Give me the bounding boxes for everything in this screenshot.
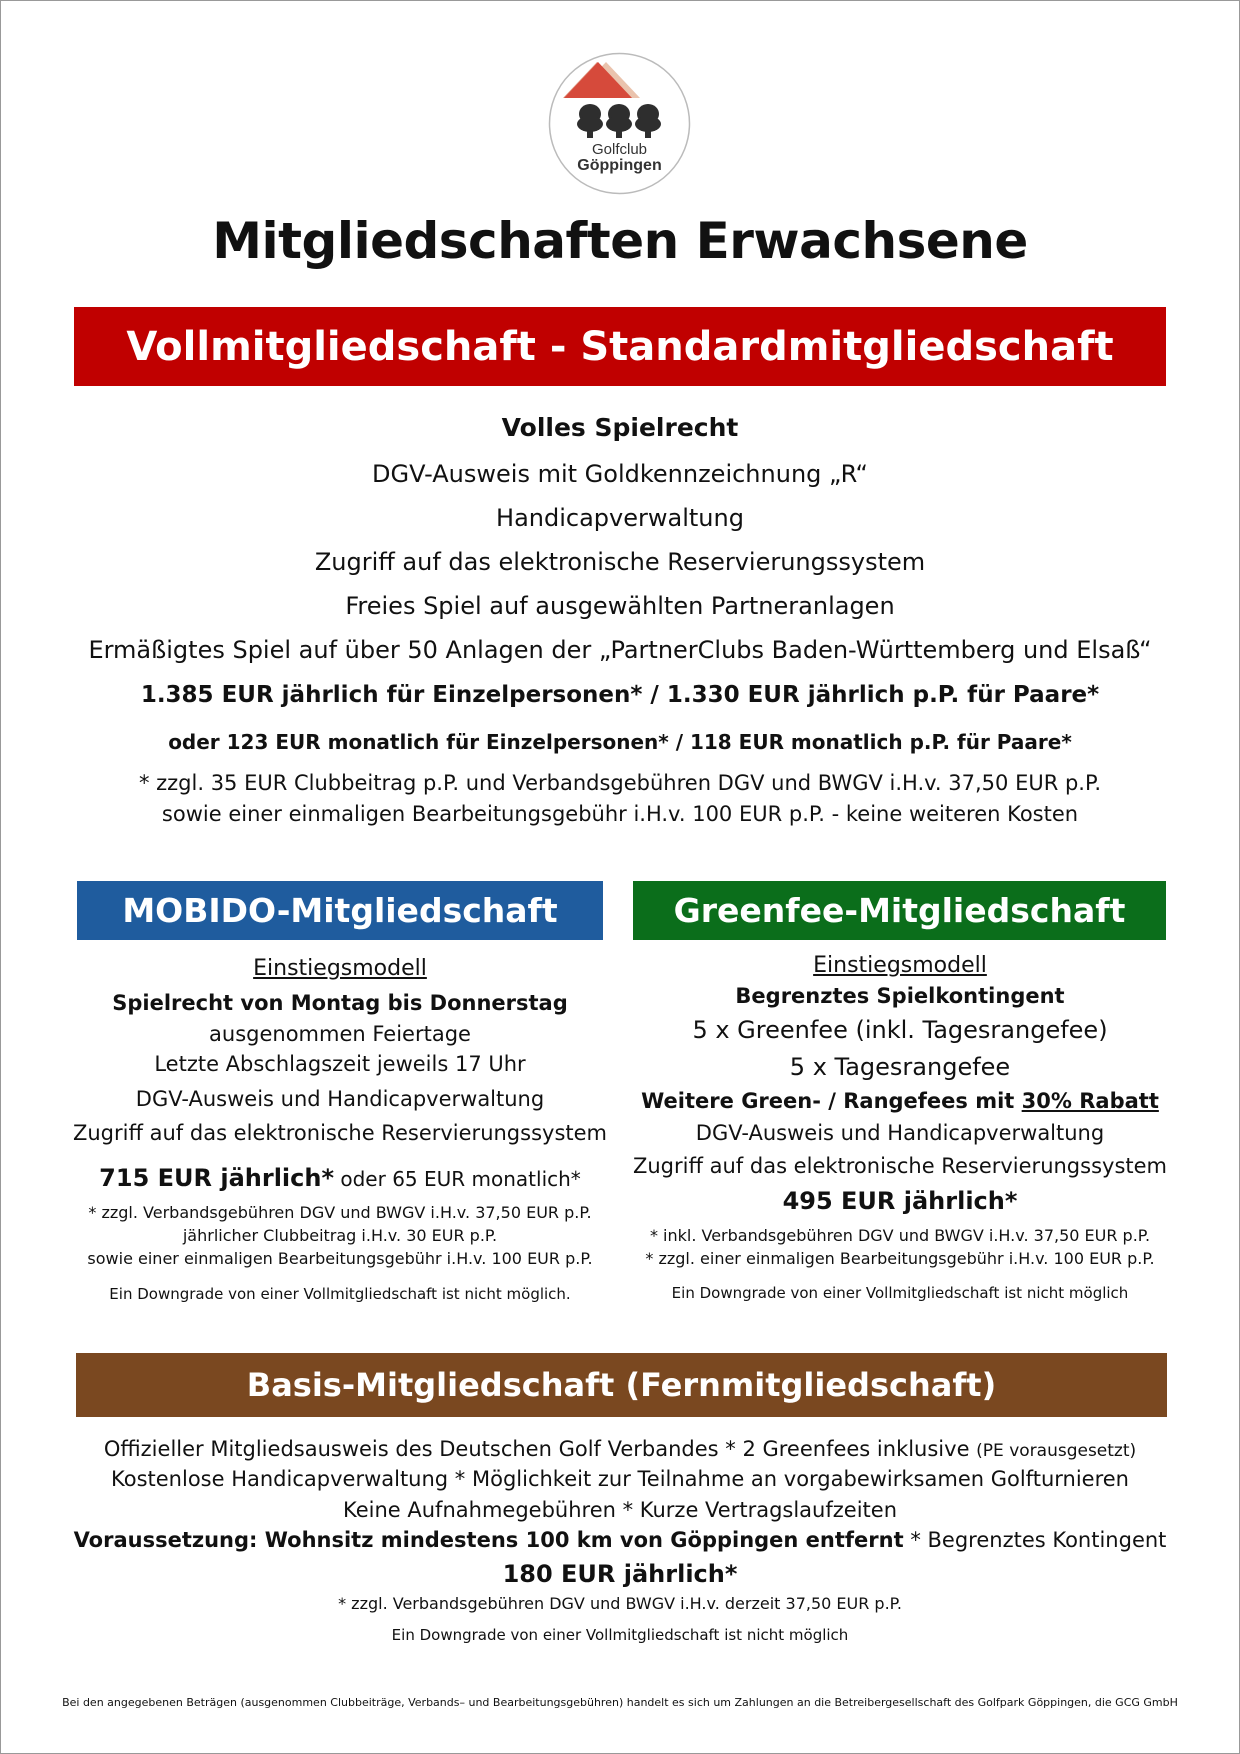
mobido-feature: ausgenommen Feiertage — [209, 1022, 471, 1046]
greenfee-contingent: 5 x Tagesrangefee — [789, 1053, 1011, 1081]
basis-line-4 — [0, 1528, 1240, 1552]
basis-note: * zzgl. Verbandsgebühren DGV und BWGV i.H.v. derzeit 37,50 EUR p.P. — [338, 1594, 902, 1613]
greenfee-discount-text: Weitere Green- / Rangefees mit — [641, 1089, 1022, 1113]
greenfee-feature: Zugriff auf das elektronische Reservierungssystem — [632, 1154, 1167, 1178]
greenfee-discount — [620, 1089, 1180, 1113]
vollmitglied-note: * zzgl. 35 EUR Clubbeitrag p.P. und Verbandsgebühren DGV und BWGV i.H.v. 37,50 EUR p.P. — [138, 771, 1102, 795]
club-logo — [548, 52, 691, 195]
mobido-heading: MOBIDO-Mitgliedschaft — [77, 881, 603, 940]
mobido-downgrade: Ein Downgrade von einer Vollmitgliedschaft ist nicht möglich. — [109, 1285, 571, 1303]
greenfee-note: * inkl. Verbandsgebühren DGV und BWGV i.H.v. 37,50 EUR p.P. — [649, 1226, 1151, 1245]
mobido-model: Einstiegsmodell — [253, 956, 427, 981]
mobido-note: jährlicher Clubbeitrag i.H.v. 30 EUR p.P. — [182, 1226, 498, 1245]
vollmitglied-feature: Zugriff auf das elektronische Reservierungssystem — [314, 548, 926, 576]
mobido-price-monthly: oder 65 EUR monatlich* — [334, 1167, 581, 1191]
vollmitglied-price-yearly: 1.385 EUR jährlich für Einzelpersonen* / 1.330 EUR jährlich p.P. für Paare* — [140, 682, 1100, 708]
greenfee-model: Einstiegsmodell — [813, 953, 987, 978]
basis-line-1 — [0, 1437, 1240, 1461]
greenfee-subtitle: Begrenztes Spielkontingent — [735, 984, 1065, 1008]
greenfee-note: * zzgl. einer einmaligen Bearbeitungsgebühr i.H.v. 100 EUR p.P. — [645, 1249, 1155, 1268]
greenfee-downgrade: Ein Downgrade von einer Vollmitgliedschaft ist nicht möglich — [671, 1284, 1129, 1302]
basis-heading: Basis-Mitgliedschaft (Fernmitgliedschaft) — [76, 1353, 1167, 1417]
vollmitglied-note: sowie einer einmaligen Bearbeitungsgebühr i.H.v. 100 EUR p.P. - keine weiteren Kosten — [161, 802, 1079, 826]
vollmitglied-price-monthly: oder 123 EUR monatlich für Einzelpersonen* / 118 EUR monatlich p.P. für Paare* — [168, 730, 1072, 754]
mobido-price-yearly: 715 EUR jährlich* — [99, 1164, 335, 1192]
vollmitglied-feature: Handicapverwaltung — [496, 504, 744, 532]
vollmitglied-heading: Vollmitgliedschaft - Standardmitgliedschaft — [74, 307, 1166, 386]
mobido-subtitle: Spielrecht von Montag bis Donnerstag — [112, 991, 568, 1015]
basis-requirement: Voraussetzung: Wohnsitz mindestens 100 km von Göppingen entfernt — [73, 1528, 904, 1552]
basis-line-3: Keine Aufnahmegebühren * Kurze Vertragslaufzeiten — [343, 1498, 897, 1522]
greenfee-contingent: 5 x Greenfee (inkl. Tagesrangefee) — [692, 1016, 1108, 1044]
vollmitglied-feature: DGV-Ausweis mit Goldkennzeichnung „R“ — [372, 460, 868, 488]
vollmitglied-subtitle: Volles Spielrecht — [501, 413, 739, 442]
basis-downgrade: Ein Downgrade von einer Vollmitgliedschaft ist nicht möglich — [391, 1626, 849, 1644]
mobido-note: sowie einer einmaligen Bearbeitungsgebühr i.H.v. 100 EUR p.P. — [87, 1249, 593, 1268]
mobido-price — [60, 1164, 620, 1192]
greenfee-heading: Greenfee-Mitgliedschaft — [633, 881, 1166, 940]
greenfee-price: 495 EUR jährlich* — [782, 1187, 1018, 1215]
mobido-note: * zzgl. Verbandsgebühren DGV und BWGV i.H.v. 37,50 EUR p.P. — [88, 1203, 592, 1222]
basis-line-1-text: Offizieller Mitgliedsausweis des Deutschen Golf Verbandes * 2 Greenfees inklusive — [103, 1437, 977, 1461]
basis-price: 180 EUR jährlich* — [502, 1560, 738, 1588]
logo-emblem — [548, 52, 691, 195]
basis-line-1-small: (PE vorausgesetzt) — [976, 1441, 1137, 1461]
footer-disclaimer: Bei den angegebenen Beträgen (ausgenommen Clubbeiträge, Verbands– und Bearbeitungsgebühren) handelt es sich um Zahlungen an die Betreibergesellschaft des Golfpark Göppingen, die GCG GmbH — [62, 1696, 1178, 1709]
page-title: Mitgliedschaften Erwachsene — [212, 212, 1028, 270]
greenfee-discount-value: 30% Rabatt — [1021, 1089, 1159, 1113]
logo-line2: Göppingen — [577, 157, 662, 174]
greenfee-feature: DGV-Ausweis und Handicapverwaltung — [695, 1121, 1105, 1145]
logo-line1: Golfclub — [591, 141, 648, 158]
basis-line-2: Kostenlose Handicapverwaltung * Möglichkeit zur Teilnahme an vorgabewirksamen Golfturnieren — [111, 1467, 1129, 1491]
vollmitglied-feature: Freies Spiel auf ausgewählten Partneranlagen — [345, 592, 895, 620]
mobido-feature: Letzte Abschlagszeit jeweils 17 Uhr — [154, 1052, 526, 1076]
mobido-feature: Zugriff auf das elektronische Reservierungssystem — [72, 1121, 607, 1145]
mobido-feature: DGV-Ausweis und Handicapverwaltung — [135, 1087, 545, 1111]
vollmitglied-feature: Ermäßigtes Spiel auf über 50 Anlagen der „PartnerClubs Baden-Württemberg und Elsaß“ — [88, 636, 1152, 664]
basis-limit: * Begrenztes Kontingent — [903, 1528, 1167, 1552]
